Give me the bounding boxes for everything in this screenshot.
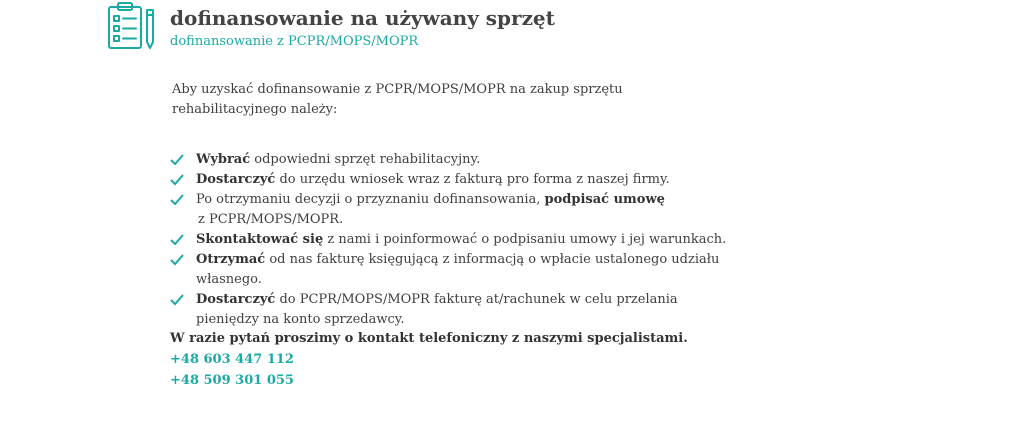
page-subtitle: dofinansowanie z PCPR/MOPS/MOPR <box>170 34 419 49</box>
phone-number-link[interactable]: +48 509 301 055 <box>170 373 294 388</box>
phone-number-link[interactable]: +48 603 447 112 <box>170 352 294 367</box>
checkmark-icon <box>170 153 184 166</box>
clipboard-checklist-icon <box>107 2 157 50</box>
step-action: Wybrać <box>196 152 251 167</box>
list-item <box>168 250 728 290</box>
page-title: dofinansowanie na używany sprzęt <box>170 6 555 30</box>
steps-list <box>168 150 728 330</box>
step-action: Dostarczyć <box>196 172 276 187</box>
checkmark-icon <box>170 173 184 186</box>
step-action: Otrzymać <box>196 252 266 267</box>
step-text: od nas fakturę księgującą z informacją o wpłacie ustalonego udziału własnego. <box>196 252 720 287</box>
step-text: odpowiedni sprzęt rehabilitacyjny. <box>250 152 481 167</box>
step-text: Po otrzymaniu decyzji o przyznaniu dofinansowania, <box>196 192 545 207</box>
step-continuation: pieniędzy na konto sprzedawcy. <box>196 312 405 327</box>
step-text: do urzędu wniosek wraz z fakturą pro forma z naszej firmy. <box>275 172 670 187</box>
step-action: podpisać umowę <box>544 192 665 207</box>
checkmark-icon <box>170 193 184 206</box>
contact-section <box>170 328 688 391</box>
list-item <box>168 150 728 170</box>
checkmark-icon <box>170 253 184 266</box>
step-action: Skontaktować się <box>196 232 324 247</box>
intro-paragraph: Aby uzyskać dofinansowanie z PCPR/MOPS/MOPR na zakup sprzętu rehabilitacyjnego należy: <box>172 82 623 117</box>
checkmark-icon <box>170 233 184 246</box>
contact-heading: W razie pytań proszimy o kontakt telefoniczny z naszymi specjalistami. <box>170 331 688 346</box>
list-item <box>168 170 728 190</box>
list-item <box>168 230 728 250</box>
step-text: z nami i poinformować o podpisaniu umowy i jej warunkach. <box>323 232 727 247</box>
list-item <box>168 190 728 230</box>
step-action: Dostarczyć <box>196 292 276 307</box>
step-text: do PCPR/MOPS/MOPR fakturę at/rachunek w celu przelania <box>275 292 678 307</box>
step-continuation: z PCPR/MOPS/MOPR. <box>198 212 344 227</box>
list-item <box>168 290 728 330</box>
checkmark-icon <box>170 293 184 306</box>
